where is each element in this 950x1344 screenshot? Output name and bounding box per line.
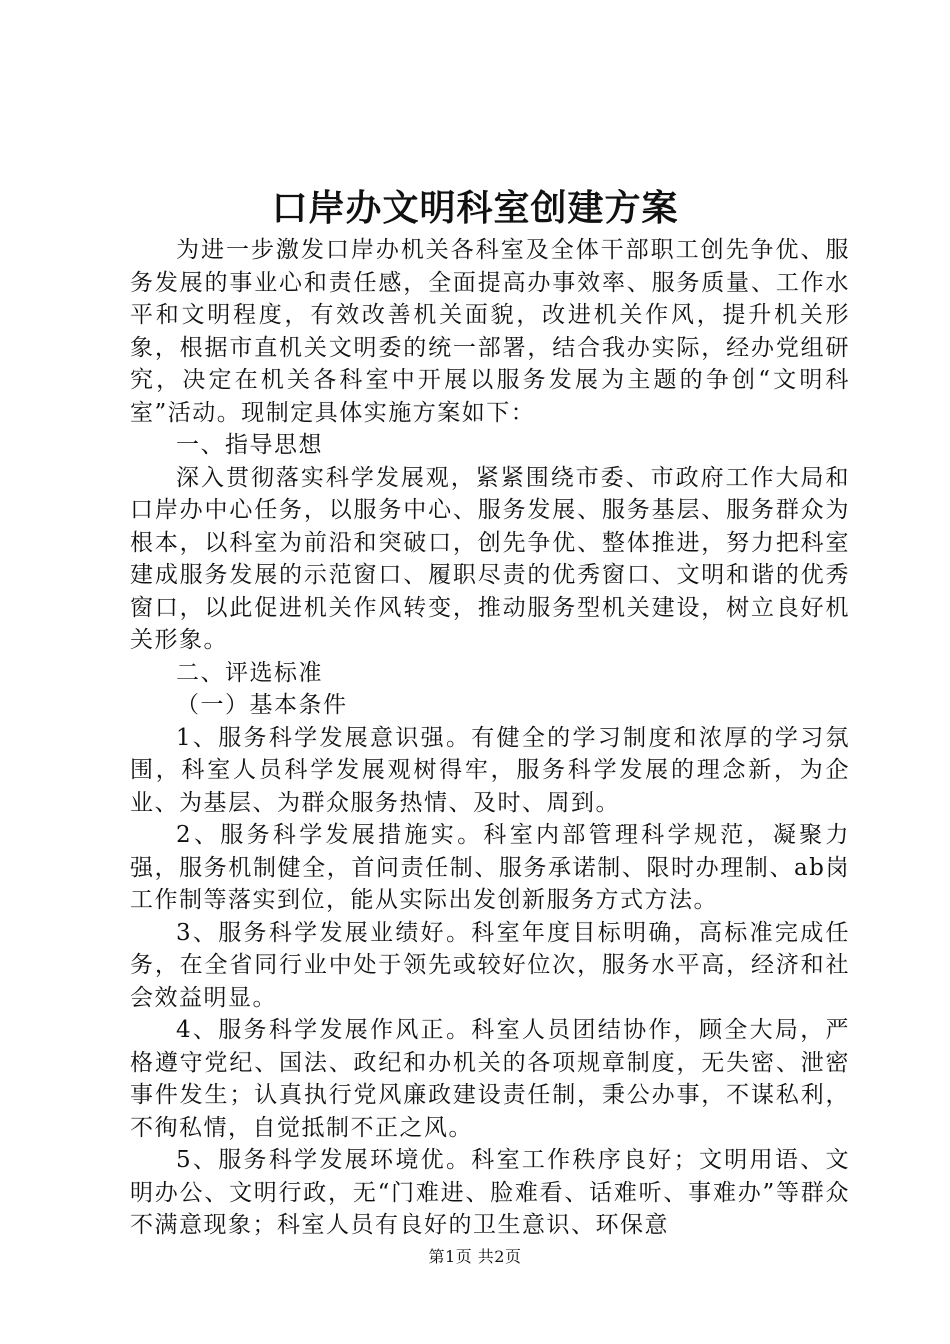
intro-paragraph: 为进一步激发口岸办机关各科室及全体干部职工创先争优、服务发展的事业心和责任感，全面提高办事效率、服务质量、工作水平和文明程度，有效改善机关面貌，改进机关作风，提升机关形象，根据市直机关文明委的统一部署，结合我办实际，经办党组研究，决定在机关各科室中开展以服务发展为主题的争创“文明科室”活动。现制定具体实施方案如下： [130,237,850,426]
guiding-ideology-paragraph: 深入贯彻落实科学发展观，紧紧围绕市委、市政府工作大局和口岸办中心任务，以服务中心、服务发展、服务基层、服务群众为根本，以科室为前沿和突破口，创先争优、整体推进，努力把科室建成服务发展的示范窗口、履职尽责的优秀窗口、文明和谐的优秀窗口，以此促进机关作风转变，推动服务型机关建设，树立良好机关形象。 [130,464,850,653]
criterion-paragraph-5: 5、服务科学发展环境优。科室工作秩序良好；文明用语、文明办公、文明行政，无“门难进、脸难看、话难听、事难办”等群众不满意现象；科室人员有良好的卫生意识、环保意 [130,1147,850,1238]
subsection-heading-basic-conditions: （一）基本条件 [176,692,348,718]
criterion-paragraph-3: 3、服务科学发展业绩好。科室年度目标明确，高标准完成任务，在全省同行业中处于领先或较好位次，服务水平高，经济和社会效益明显。 [130,919,850,1011]
document-body [130,234,850,1242]
criterion-paragraph-1: 1、服务科学发展意识强。有健全的学习制度和浓厚的学习氛围，科室人员科学发展观树得牢，服务科学发展的理念新，为企业、为基层、为群众服务热情、及时、周到。 [130,724,850,816]
criterion-paragraph-4: 4、服务科学发展作风正。科室人员团结协作，顾全大局，严格遵守党纪、国法、政纪和办机关的各项规章制度，无失密、泄密事件发生；认真执行党风廉政建设责任制，秉公办事，不谋私利，不徇私情，自觉抵制不正之风。 [130,1017,850,1141]
page-number-footer: 第1页 共2页 [428,1247,522,1266]
section-heading-guiding-ideology: 一、指导思想 [176,432,323,458]
criterion-paragraph-2: 2、服务科学发展措施实。科室内部管理科学规范，凝聚力强，服务机制健全，首问责任制、服务承诺制、限时办理制、ab岗工作制等落实到位，能从实际出发创新服务方式方法。 [130,822,850,913]
document-title: 口岸办文明科室创建方案 [271,187,679,229]
section-heading-selection-criteria: 二、评选标准 [176,659,323,686]
